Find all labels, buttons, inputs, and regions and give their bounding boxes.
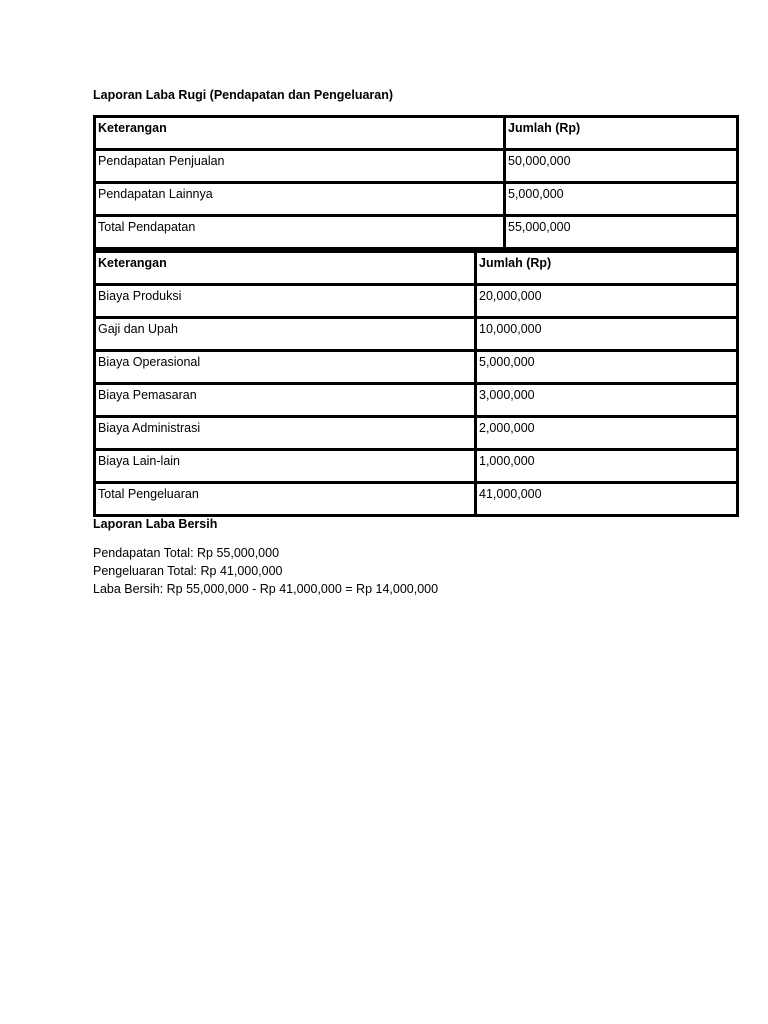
table-header-row	[95, 252, 738, 285]
row-amount: 5,000,000	[476, 351, 738, 384]
row-description: Pendapatan Lainnya	[95, 183, 505, 216]
table-row	[95, 351, 738, 384]
row-description: Biaya Lain-lain	[95, 450, 476, 483]
row-amount: 1,000,000	[476, 450, 738, 483]
row-description: Biaya Administrasi	[95, 417, 476, 450]
table-row	[95, 450, 738, 483]
table-row	[95, 384, 738, 417]
row-description: Biaya Produksi	[95, 285, 476, 318]
income-table	[93, 115, 739, 250]
column-header-description: Keterangan	[95, 252, 476, 285]
table-row-total	[95, 216, 738, 249]
total-income-line: Pendapatan Total: Rp 55,000,000	[93, 546, 280, 560]
table-row	[95, 318, 738, 351]
column-header-amount: Jumlah (Rp)	[505, 117, 738, 150]
column-header-amount: Jumlah (Rp)	[476, 252, 738, 285]
table-row	[95, 150, 738, 183]
table-row	[95, 285, 738, 318]
row-description: Total Pendapatan	[95, 216, 505, 249]
row-amount: 41,000,000	[476, 483, 738, 516]
row-description: Biaya Pemasaran	[95, 384, 476, 417]
page-title: Laporan Laba Rugi (Pendapatan dan Pengeluaran)	[93, 88, 394, 102]
column-header-description: Keterangan	[95, 117, 505, 150]
row-description: Total Pengeluaran	[95, 483, 476, 516]
table-row	[95, 417, 738, 450]
row-amount: 3,000,000	[476, 384, 738, 417]
table-row	[95, 183, 738, 216]
row-amount: 20,000,000	[476, 285, 738, 318]
row-amount: 5,000,000	[505, 183, 738, 216]
net-profit-line: Laba Bersih: Rp 55,000,000 - Rp 41,000,000 = Rp 14,000,000	[93, 582, 439, 596]
table-row-total	[95, 483, 738, 516]
row-amount: 55,000,000	[505, 216, 738, 249]
row-amount: 2,000,000	[476, 417, 738, 450]
net-profit-summary	[93, 544, 438, 598]
row-description: Pendapatan Penjualan	[95, 150, 505, 183]
net-profit-heading: Laporan Laba Bersih	[93, 517, 218, 531]
table-header-row	[95, 117, 738, 150]
row-description: Gaji dan Upah	[95, 318, 476, 351]
expense-table	[93, 250, 739, 517]
total-expense-line: Pengeluaran Total: Rp 41,000,000	[93, 564, 283, 578]
row-description: Biaya Operasional	[95, 351, 476, 384]
row-amount: 50,000,000	[505, 150, 738, 183]
row-amount: 10,000,000	[476, 318, 738, 351]
